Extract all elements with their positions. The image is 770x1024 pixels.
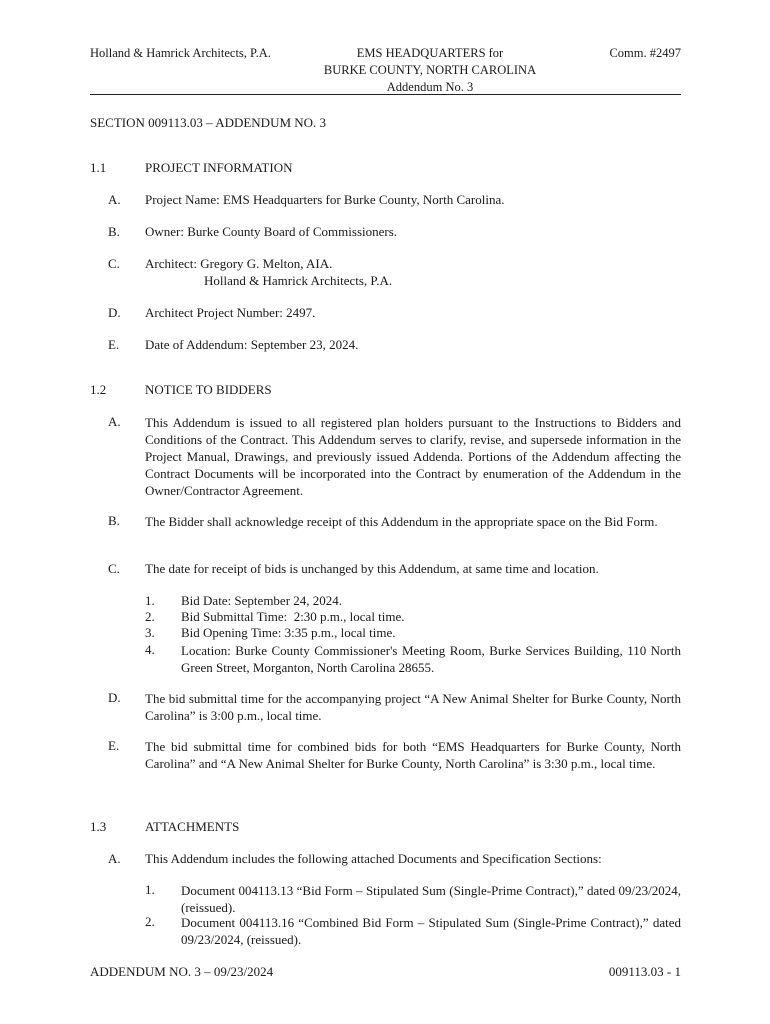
- paragraph-text: The date for receipt of bids is unchanged by this Addendum, at same time and location.: [145, 561, 599, 576]
- paragraph-label: B.: [108, 224, 120, 239]
- header-project-line2: BURKE COUNTY, NORTH CAROLINA: [323, 63, 537, 77]
- subparagraph-text: Document 004113.13 “Bid Form – Stipulated Sum (Single-Prime Contract),” dated 09/23/2024, (reissued).: [181, 883, 681, 915]
- paragraph-label: E.: [108, 337, 120, 352]
- paragraph-text: Date of Addendum: September 23, 2024.: [145, 337, 359, 352]
- article-title: PROJECT INFORMATION: [145, 160, 293, 175]
- paragraph-text: Architect: Gregory G. Melton, AIA.: [145, 256, 333, 271]
- header-project-line1: EMS HEADQUARTERS for: [356, 46, 504, 60]
- article-number: 1.1: [90, 160, 107, 175]
- article-number: 1.3: [90, 819, 107, 834]
- paragraph-label: A.: [108, 192, 121, 207]
- paragraph-text: The bid submittal time for combined bids for both “EMS Headquarters for Burke County, North Carolina” and “A New Animal Shelter for Burke County, North Carolina” is 3:30 p.m., local time.: [145, 739, 681, 771]
- paragraph-label: D.: [108, 305, 121, 320]
- header-project-line3: Addendum No. 3: [386, 80, 474, 94]
- article-number: 1.2: [90, 382, 107, 397]
- subparagraph-label: 2.: [145, 914, 155, 929]
- paragraph-text: Owner: Burke County Board of Commissioners.: [145, 224, 398, 239]
- subparagraph-text: Document 004113.16 “Combined Bid Form – Stipulated Sum (Single-Prime Contract),” dated 09/23/2024, (reissued).: [181, 915, 681, 947]
- subparagraph-label: 2.: [145, 609, 155, 624]
- subparagraph-text: Bid Submittal Time: 2:30 p.m., local time.: [181, 609, 405, 624]
- paragraph-label: E.: [108, 738, 120, 753]
- article-title: NOTICE TO BIDDERS: [145, 382, 272, 397]
- article-title: ATTACHMENTS: [145, 819, 240, 834]
- paragraph-label: C.: [108, 561, 120, 576]
- subparagraph-text: Location: Burke County Commissioner's Meeting Room, Burke Services Building, 110 North Green Street, Morganton, North Carolina 28655.: [181, 643, 681, 675]
- paragraph-label: A.: [108, 414, 121, 429]
- footer-page-number: 009113.03 - 1: [608, 964, 681, 979]
- subparagraph-label: 1.: [145, 593, 155, 608]
- footer-addendum-date: ADDENDUM NO. 3 – 09/23/2024: [90, 964, 274, 979]
- header-comm-number: Comm. #2497: [609, 46, 681, 60]
- paragraph-label: B.: [108, 513, 120, 528]
- paragraph-text: The bid submittal time for the accompanying project “A New Animal Shelter for Burke County, North Carolina” is 3:00 p.m., local time.: [145, 691, 681, 723]
- paragraph-text: This Addendum is issued to all registered plan holders pursuant to the Instructions to Bidders and Conditions of the Contract. This Addendum serves to clarify, revise, and supersede information in the Project Manual, Drawings, and previously issued Addenda. Portions of the Addendum affecting the Contract Documents will be incorporated into the Contract by enumeration of the Addendum in the Owner/Contractor Agreement.: [145, 415, 681, 498]
- subparagraph-label: 1.: [145, 882, 155, 897]
- paragraph-text: This Addendum includes the following attached Documents and Specification Sections:: [145, 851, 602, 866]
- paragraph-label: A.: [108, 851, 121, 866]
- subparagraph-text: Bid Opening Time: 3:35 p.m., local time.: [181, 625, 396, 640]
- paragraph-label: D.: [108, 690, 121, 705]
- paragraph-text: Project Name: EMS Headquarters for Burke County, North Carolina.: [145, 192, 505, 207]
- subparagraph-label: 4.: [145, 642, 155, 657]
- paragraph-text-continued: Holland & Hamrick Architects, P.A.: [204, 273, 393, 288]
- header-rule: [90, 94, 681, 95]
- paragraph-text: Architect Project Number: 2497.: [145, 305, 316, 320]
- subparagraph-label: 3.: [145, 625, 155, 640]
- paragraph-label: C.: [108, 256, 120, 271]
- paragraph-text: The Bidder shall acknowledge receipt of this Addendum in the appropriate space on the Bid Form.: [145, 514, 658, 529]
- section-title: SECTION 009113.03 – ADDENDUM NO. 3: [90, 115, 327, 130]
- subparagraph-text: Bid Date: September 24, 2024.: [181, 593, 343, 608]
- header-firm: Holland & Hamrick Architects, P.A.: [90, 46, 271, 60]
